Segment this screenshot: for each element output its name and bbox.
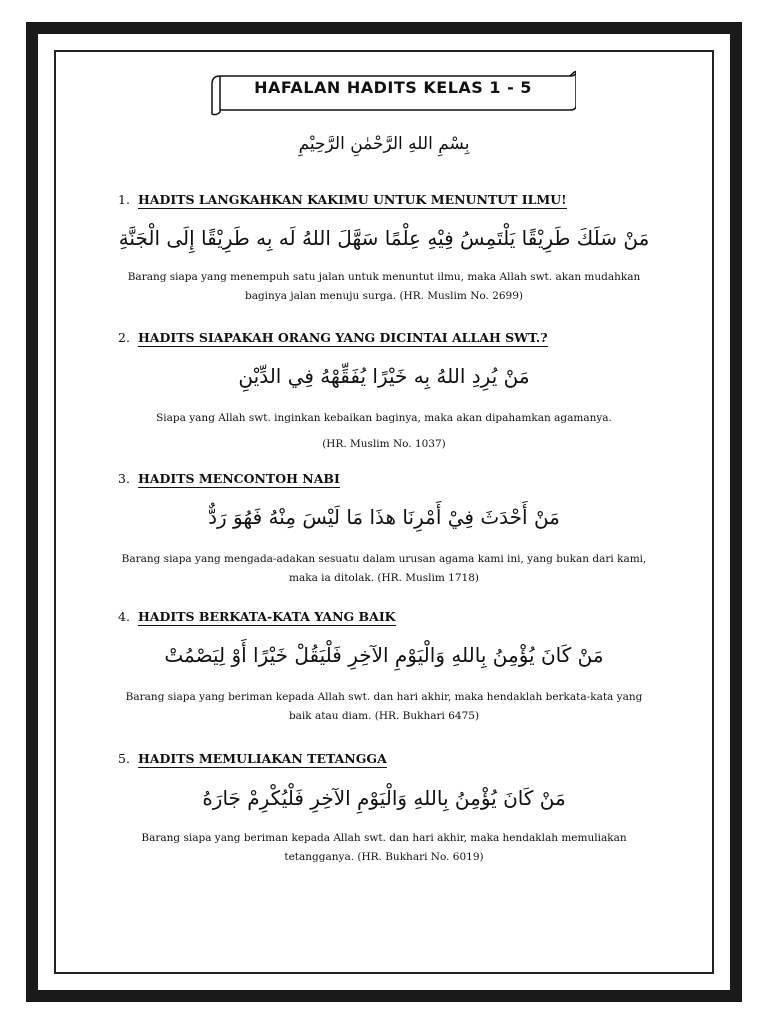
hadith-heading-1 xyxy=(118,192,567,207)
hadith-arabic-2: مَنْ يُرِدِ اللهُ بِه خَيْرًا يُفَقِّهْهُ فِي الدِّيْنِ xyxy=(238,364,530,388)
hadith-arabic-3: مَنْ أَحْدَثَ فِيْ أَمْرِنَا هذَا مَا لَيْسَ مِنْهُ فَهُوَ رَدٌّ xyxy=(208,505,560,529)
translation-line: Barang siapa yang mengada-adakan sesuatu dalam urusan agama kami ini, yang bukan dari kami, xyxy=(121,553,647,565)
translation-line: Siapa yang Allah swt. inginkan kebaikan baginya, maka akan dipahamkan agamanya. xyxy=(156,412,612,424)
hadith-arabic-1: مَنْ سَلَكَ طَرِيْقًا يَلْتَمِسُ فِيْهِ عِلْمًا سَهَّلَ اللهُ لَه بِه طَرِيْقًا إِلَى الْجَنَّةِ xyxy=(118,226,650,250)
hadith-translation-1 xyxy=(90,268,678,306)
hadith-number: 5. xyxy=(118,751,130,766)
translation-line: baik atau diam. (HR. Bukhari 6475) xyxy=(288,710,480,722)
title-scroll-banner xyxy=(210,70,576,116)
hadith-translation-5 xyxy=(90,829,678,867)
translation-line: Barang siapa yang beriman kepada Allah swt. dan hari akhir, maka hendaklah berkata-kata yang xyxy=(125,691,643,703)
hadith-title: HADITS MEMULIAKAN TETANGGA xyxy=(138,751,387,766)
hadith-arabic-4: مَنْ كَانَ يُؤْمِنُ بِاللهِ وَالْيَوْمِ الآخِرِ فَلْيَقُلْ خَيْرًا أَوْ لِيَصْمُتْ xyxy=(164,643,604,667)
translation-line: Barang siapa yang menempuh satu jalan untuk menuntut ilmu, maka Allah swt. akan mudahkan xyxy=(127,271,641,283)
hadith-number: 4. xyxy=(118,609,130,624)
hadith-translation-2 xyxy=(90,405,678,457)
translation-line: tetangganya. (HR. Bukhari No. 6019) xyxy=(284,851,484,863)
translation-line: (HR. Muslim No. 1037) xyxy=(322,438,446,450)
hadith-translation-3 xyxy=(90,550,678,588)
hadith-heading-3 xyxy=(118,471,340,486)
hadith-arabic-5: مَنْ كَانَ يُؤْمِنُ بِاللهِ وَالْيَوْمِ الآخِرِ فَلْيُكْرِمْ جَارَهُ xyxy=(202,786,566,810)
translation-line: Barang siapa yang beriman kepada Allah swt. dan hari akhir, maka hendaklah memuliakan xyxy=(141,832,627,844)
basmala: بِسْمِ اللهِ الرَّحْمٰنِ الرَّحِيْمِ xyxy=(298,134,470,154)
hadith-title: HADITS SIAPAKAH ORANG YANG DICINTAI ALLAH SWT.? xyxy=(138,330,548,345)
hadith-title: HADITS BERKATA-KATA YANG BAIK xyxy=(138,609,396,624)
hadith-heading-2 xyxy=(118,330,548,345)
hadith-title: HADITS MENCONTOH NABI xyxy=(138,471,340,486)
hadith-number: 1. xyxy=(118,192,130,207)
hadith-heading-4 xyxy=(118,609,396,624)
translation-line: maka ia ditolak. (HR. Muslim 1718) xyxy=(289,572,479,584)
hadith-translation-4 xyxy=(90,688,678,726)
hadith-number: 2. xyxy=(118,330,130,345)
translation-line: baginya jalan menuju surga. (HR. Muslim No. 2699) xyxy=(244,290,524,302)
hadith-heading-5 xyxy=(118,751,387,766)
page-title: HAFALAN HADITS KELAS 1 - 5 xyxy=(254,78,532,97)
hadith-title: HADITS LANGKAHKAN KAKIMU UNTUK MENUNTUT ILMU! xyxy=(138,192,567,207)
hadith-number: 3. xyxy=(118,471,130,486)
